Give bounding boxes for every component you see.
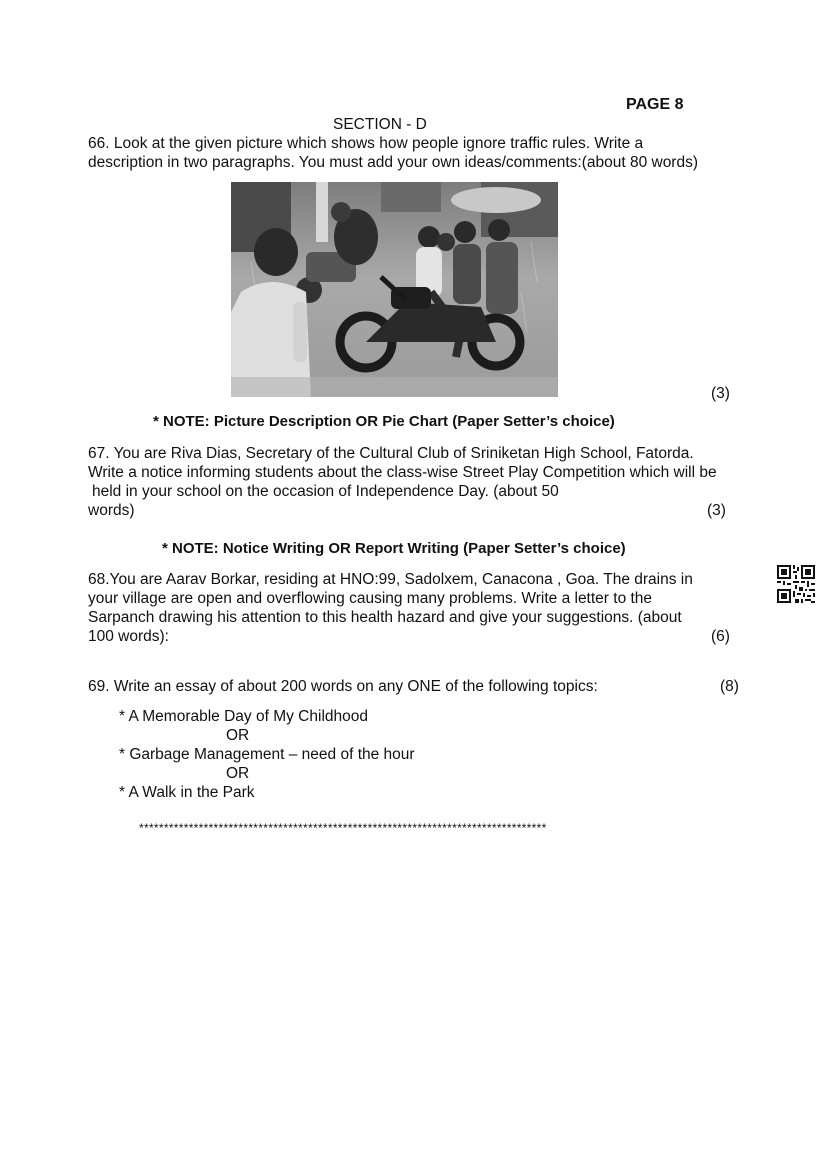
page-label: PAGE 8 — [626, 96, 684, 113]
end-divider: ********************************************************************************** — [139, 821, 547, 835]
q68-line-2: your village are open and overflowing causing many problems. Write a letter to the — [88, 590, 653, 607]
section-title: SECTION - D — [333, 116, 427, 133]
q66-line-2: description in two paragraphs. You must add your own ideas/comments:(about 80 words) — [88, 154, 699, 171]
q68-line-4: 100 words): — [88, 628, 169, 645]
qr-code-icon — [777, 565, 815, 603]
q69-marks: (8) — [720, 678, 739, 695]
q68-line-3: Sarpanch drawing his attention to this health hazard and give your suggestions. (about — [88, 609, 682, 626]
q69-or-2: OR — [226, 765, 250, 782]
q66-line-1: 66. Look at the given picture which shows how people ignore traffic rules. Write a — [88, 135, 644, 152]
q67-marks: (3) — [707, 502, 726, 519]
q69-topic-3: * A Walk in the Park — [119, 784, 255, 801]
q67-line-3: held in your school on the occasion of Independence Day. (about 50 — [92, 483, 559, 500]
q67-line-2: Write a notice informing students about the class-wise Street Play Competition which will be — [88, 464, 717, 481]
q66-note: * NOTE: Picture Description OR Pie Chart (Paper Setter’s choice) — [153, 413, 615, 430]
q68-marks: (6) — [711, 628, 730, 645]
q69-line-1: 69. Write an essay of about 200 words on any ONE of the following topics: — [88, 678, 598, 695]
q69-or-1: OR — [226, 727, 250, 744]
motorcycle-photo — [231, 182, 558, 397]
q66-marks: (3) — [711, 385, 730, 402]
q67-line-4: words) — [88, 502, 135, 519]
q69-topic-2: * Garbage Management – need of the hour — [119, 746, 415, 763]
q67-line-1: 67. You are Riva Dias, Secretary of the Cultural Club of Sriniketan High School, Fatorda. — [88, 445, 694, 462]
q68-line-1: 68.You are Aarav Borkar, residing at HNO:99, Sadolxem, Canacona , Goa. The drains in — [88, 571, 693, 588]
q69-topic-1: * A Memorable Day of My Childhood — [119, 708, 368, 725]
q67-note: * NOTE: Notice Writing OR Report Writing (Paper Setter’s choice) — [162, 540, 626, 557]
